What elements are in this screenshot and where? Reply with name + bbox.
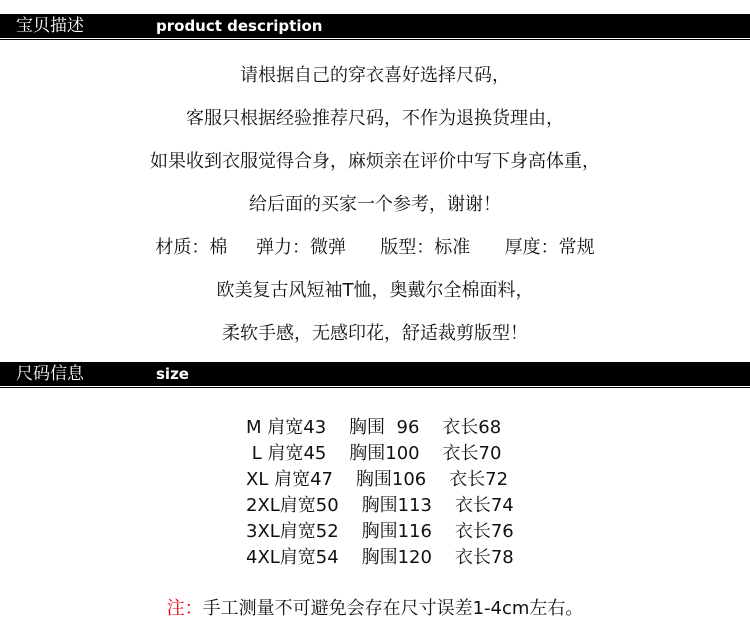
- description-title-en: product description: [156, 17, 323, 35]
- measurement-note: [0, 597, 750, 621]
- description-line-4: 给后面的买家一个参考，谢谢！: [249, 194, 501, 215]
- size-title-cn: 尺码信息: [16, 364, 84, 384]
- description-section-header: [0, 14, 750, 40]
- header-bar-underline: [0, 39, 750, 40]
- size-row-xl: XL 肩宽47 胸围106 衣长72: [246, 469, 509, 490]
- size-row-m: M 肩宽43 胸围 96 衣长68: [246, 417, 502, 438]
- size-chart: [246, 415, 514, 571]
- note-label: 注：: [166, 598, 203, 619]
- description-title-cn: 宝贝描述: [16, 16, 84, 36]
- size-title-en: size: [156, 365, 189, 383]
- size-row-3xl: 3XL肩宽52 胸围116 衣长76: [246, 521, 514, 542]
- header-bar-background: [0, 14, 750, 38]
- size-section-header: [0, 362, 750, 388]
- size-row-2xl: 2XL肩宽50 胸围113 衣长74: [246, 495, 514, 516]
- description-line-7: 柔软手感，无感印花，舒适裁剪版型！: [222, 323, 528, 344]
- description-line-3: 如果收到衣服觉得合身，麻烦亲在评价中写下身高体重，: [150, 151, 600, 172]
- material-specs-line: 材质：棉 弹力：微弹 版型：标准 厚度：常规: [155, 237, 595, 258]
- description-line-6: 欧美复古风短袖T恤，奥戴尔全棉面料，: [216, 280, 534, 301]
- description-line-1: 请根据自己的穿衣喜好选择尺码，: [240, 65, 510, 86]
- header-bar-underline: [0, 387, 750, 388]
- note-text: 手工测量不可避免会存在尺寸误差1-4cm左右。: [202, 598, 584, 619]
- header-bar-background: [0, 362, 750, 386]
- size-row-4xl: 4XL肩宽54 胸围120 衣长78: [246, 547, 514, 568]
- description-line-2: 客服只根据经验推荐尺码，不作为退换货理由，: [186, 108, 564, 129]
- size-row-l: L 肩宽45 胸围100 衣长70: [246, 443, 502, 464]
